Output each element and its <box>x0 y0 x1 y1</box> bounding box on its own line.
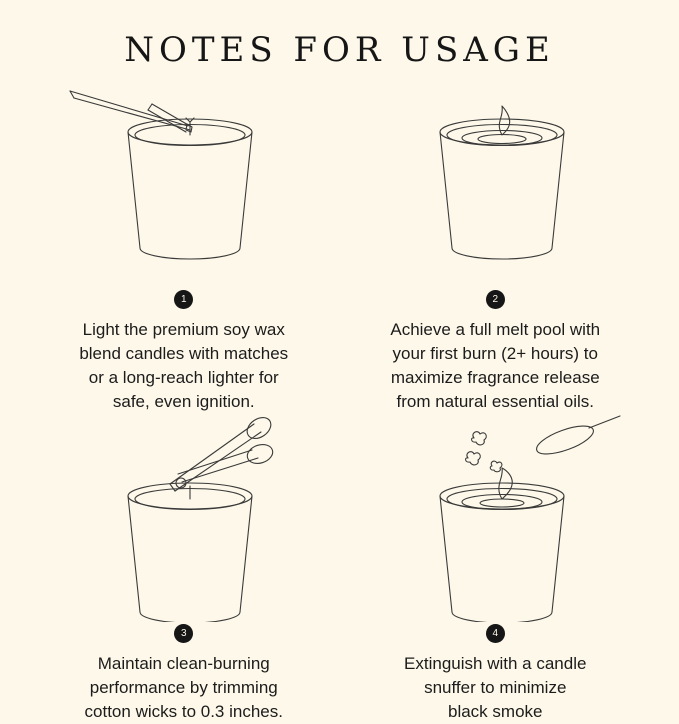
step-number-badge: 1 <box>174 290 193 309</box>
step-card-3 <box>28 414 340 724</box>
step-number-badge: 4 <box>486 624 505 643</box>
candle-full-melt-pool-icon <box>352 88 640 288</box>
step-caption: Maintain clean-burning performance by trimming cotton wicks to 0.3 inches. <box>84 654 283 721</box>
step-caption: Extinguish with a candle snuffer to minimize black smoke <box>404 654 587 721</box>
candle-with-matches-icon <box>40 88 328 288</box>
page-title: NOTES FOR USAGE <box>124 30 555 70</box>
step-card-1 <box>28 88 340 414</box>
step-number-badge: 3 <box>174 624 193 643</box>
step-caption: Light the premium soy wax blend candles with matches or a long-reach lighter for safe, even ignition. <box>79 320 289 411</box>
step-number-badge: 2 <box>486 290 505 309</box>
step-card-2 <box>340 88 652 414</box>
step-card-4 <box>340 414 652 724</box>
candle-with-snuffer-icon <box>352 414 640 622</box>
step-caption: Achieve a full melt pool with your first burn (2+ hours) to maximize fragrance release from natural essential oils. <box>390 320 601 411</box>
candle-with-wick-trimmer-icon <box>40 414 328 622</box>
steps-grid <box>28 88 651 724</box>
